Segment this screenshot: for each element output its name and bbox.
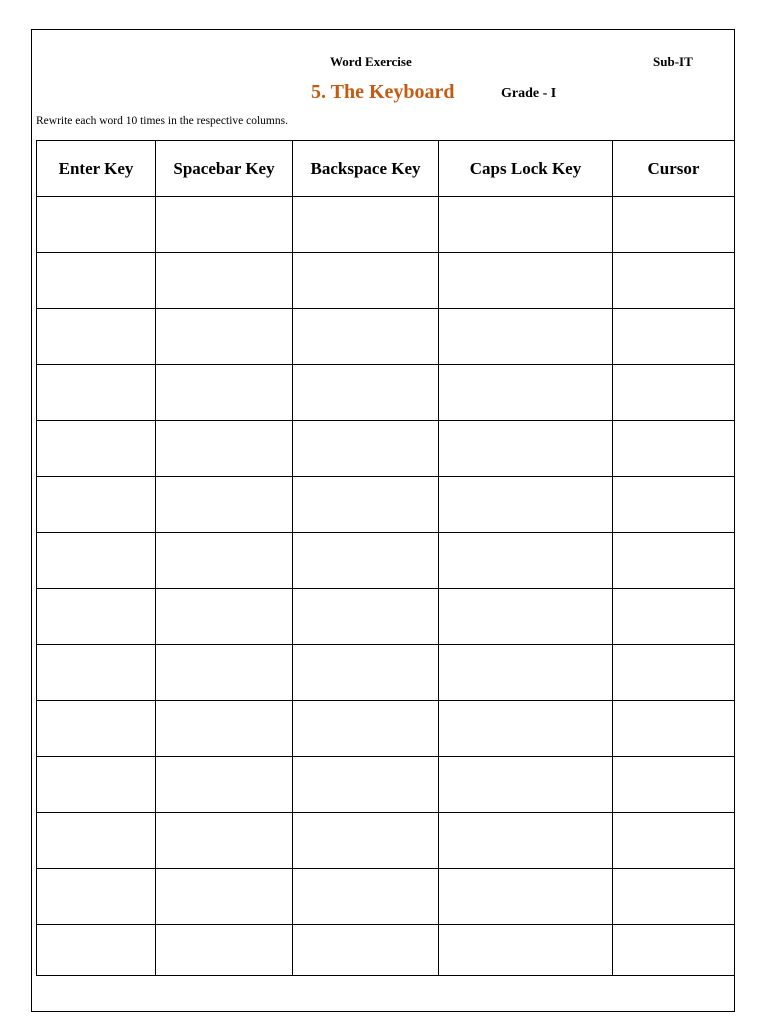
- writing-cell[interactable]: [293, 365, 439, 421]
- writing-cell[interactable]: [439, 197, 613, 253]
- writing-cell[interactable]: [293, 869, 439, 925]
- writing-cell[interactable]: [613, 701, 735, 757]
- writing-cell[interactable]: [439, 589, 613, 645]
- writing-cell[interactable]: [613, 309, 735, 365]
- writing-cell[interactable]: [37, 869, 156, 925]
- writing-cell[interactable]: [156, 421, 293, 477]
- writing-cell[interactable]: [156, 253, 293, 309]
- writing-table: [36, 140, 735, 976]
- writing-cell[interactable]: [439, 701, 613, 757]
- column-header-caps-lock-key: Caps Lock Key: [439, 141, 613, 197]
- writing-cell[interactable]: [439, 645, 613, 701]
- writing-cell[interactable]: [37, 645, 156, 701]
- table-row: [37, 813, 735, 869]
- writing-cell[interactable]: [293, 757, 439, 813]
- writing-cell[interactable]: [439, 533, 613, 589]
- worksheet-heading: Word Exercise: [330, 54, 412, 69]
- writing-cell[interactable]: [37, 533, 156, 589]
- table-row: [37, 309, 735, 365]
- writing-cell[interactable]: [37, 197, 156, 253]
- writing-cell[interactable]: [613, 365, 735, 421]
- writing-cell[interactable]: [293, 421, 439, 477]
- writing-cell[interactable]: [293, 533, 439, 589]
- writing-cell[interactable]: [613, 925, 735, 976]
- writing-cell[interactable]: [439, 869, 613, 925]
- writing-cell[interactable]: [613, 869, 735, 925]
- table-row: [37, 869, 735, 925]
- writing-cell[interactable]: [439, 477, 613, 533]
- subject-label: Sub-IT: [653, 54, 693, 69]
- writing-cell[interactable]: [37, 253, 156, 309]
- table-body: [37, 197, 735, 976]
- table-row: [37, 421, 735, 477]
- writing-cell[interactable]: [156, 589, 293, 645]
- writing-cell[interactable]: [293, 701, 439, 757]
- column-header-enter-key: Enter Key: [37, 141, 156, 197]
- writing-cell[interactable]: [156, 365, 293, 421]
- table-row: [37, 253, 735, 309]
- table-row: [37, 925, 735, 976]
- writing-cell[interactable]: [613, 477, 735, 533]
- writing-cell[interactable]: [613, 253, 735, 309]
- writing-cell[interactable]: [439, 757, 613, 813]
- writing-cell[interactable]: [37, 589, 156, 645]
- grade-label: Grade - I: [501, 86, 557, 101]
- worksheet-title: 5. The Keyboard: [311, 81, 455, 103]
- writing-cell[interactable]: [156, 701, 293, 757]
- writing-cell[interactable]: [156, 645, 293, 701]
- table-row: [37, 533, 735, 589]
- column-header-cursor: Cursor: [613, 141, 735, 197]
- writing-cell[interactable]: [37, 421, 156, 477]
- header-row: [37, 141, 735, 197]
- table-row: [37, 701, 735, 757]
- writing-cell[interactable]: [613, 533, 735, 589]
- writing-cell[interactable]: [37, 813, 156, 869]
- writing-cell[interactable]: [613, 197, 735, 253]
- table-row: [37, 757, 735, 813]
- table-row: [37, 589, 735, 645]
- writing-cell[interactable]: [439, 365, 613, 421]
- writing-cell[interactable]: [613, 645, 735, 701]
- writing-cell[interactable]: [156, 477, 293, 533]
- writing-cell[interactable]: [156, 925, 293, 976]
- writing-cell[interactable]: [439, 813, 613, 869]
- writing-cell[interactable]: [156, 197, 293, 253]
- writing-cell[interactable]: [439, 309, 613, 365]
- writing-cell[interactable]: [439, 421, 613, 477]
- writing-cell[interactable]: [613, 589, 735, 645]
- writing-cell[interactable]: [37, 925, 156, 976]
- writing-cell[interactable]: [37, 477, 156, 533]
- writing-cell[interactable]: [293, 925, 439, 976]
- table-row: [37, 197, 735, 253]
- table-row: [37, 477, 735, 533]
- writing-cell[interactable]: [293, 645, 439, 701]
- writing-cell[interactable]: [439, 925, 613, 976]
- writing-cell[interactable]: [156, 533, 293, 589]
- writing-cell[interactable]: [156, 757, 293, 813]
- table-row: [37, 645, 735, 701]
- column-header-backspace-key: Backspace Key: [293, 141, 439, 197]
- writing-cell[interactable]: [293, 197, 439, 253]
- writing-cell[interactable]: [293, 309, 439, 365]
- writing-cell[interactable]: [293, 589, 439, 645]
- writing-cell[interactable]: [156, 813, 293, 869]
- writing-cell[interactable]: [37, 701, 156, 757]
- writing-cell[interactable]: [439, 253, 613, 309]
- writing-cell[interactable]: [613, 421, 735, 477]
- writing-cell[interactable]: [156, 869, 293, 925]
- writing-cell[interactable]: [37, 309, 156, 365]
- writing-cell[interactable]: [613, 757, 735, 813]
- writing-cell[interactable]: [613, 813, 735, 869]
- writing-cell[interactable]: [293, 813, 439, 869]
- column-header-spacebar-key: Spacebar Key: [156, 141, 293, 197]
- instruction-text: Rewrite each word 10 times in the respective columns.: [36, 115, 288, 127]
- writing-cell[interactable]: [293, 253, 439, 309]
- table-row: [37, 365, 735, 421]
- writing-cell[interactable]: [293, 477, 439, 533]
- writing-cell[interactable]: [156, 309, 293, 365]
- writing-cell[interactable]: [37, 757, 156, 813]
- writing-cell[interactable]: [37, 365, 156, 421]
